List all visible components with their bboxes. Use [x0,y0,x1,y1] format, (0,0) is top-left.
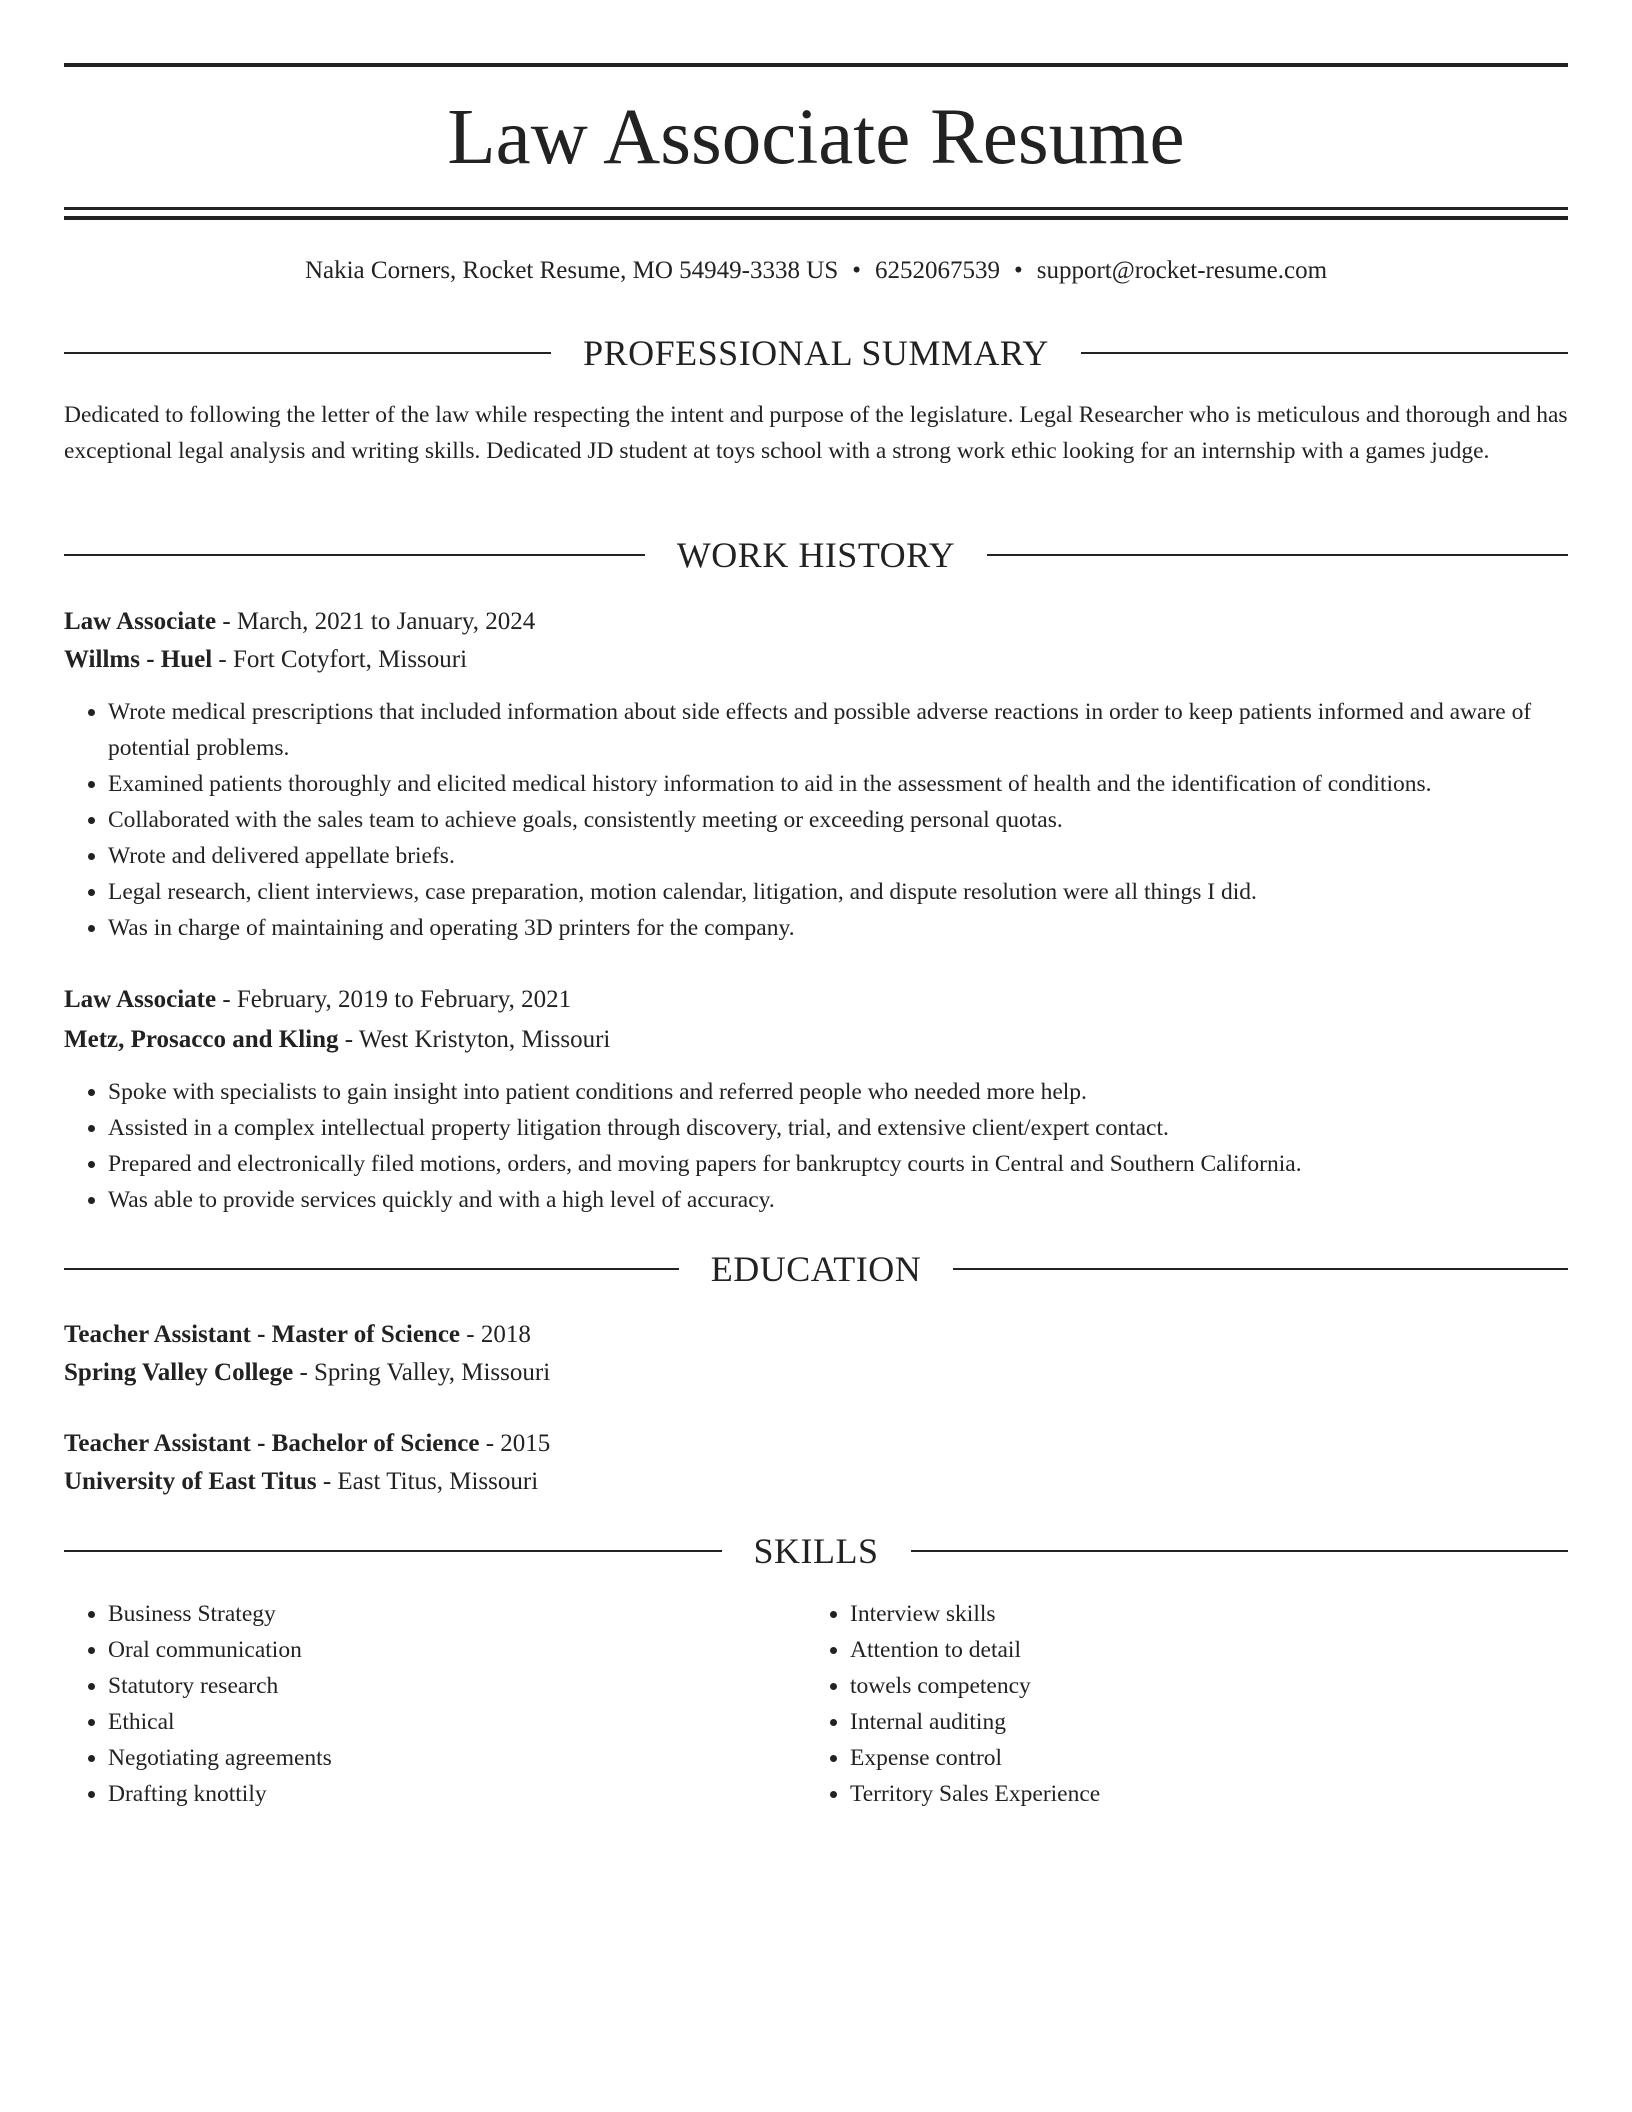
job-dates: - February, 2019 to February, 2021 [216,986,572,1013]
job-duty: • Was able to provide services quickly and with a high level of accuracy. [108,1182,1612,1218]
education-location: - Spring Valley, Missouri [293,1359,551,1386]
education-location: - East Titus, Missouri [316,1468,539,1495]
heading-rule-left [64,1268,679,1270]
job-location: - West Kristyton, Missouri [338,1026,611,1053]
job-duty: • Assisted in a complex intellectual property litigation through discovery, trial, and extensive client/expert contact. [108,1110,1612,1146]
skill-item: • Ethical [108,1704,808,1740]
summary-heading-label: PROFESSIONAL SUMMARY [583,333,1049,373]
heading-rule-right [953,1268,1568,1270]
education-year: - 2015 [479,1430,551,1457]
education-heading-label: EDUCATION [710,1249,922,1289]
education-heading [64,1247,1568,1291]
heading-rule-left [64,554,645,556]
contact-separator: • [1013,257,1023,284]
job-duty: • Legal research, client interviews, case preparation, motion calendar, litigation, and dispute resolution were all things I did. [108,874,1612,910]
contact-address: Nakia Corners, Rocket Resume, MO 54949-3338 US [304,257,839,284]
skill-item: • Drafting knottily [108,1776,808,1812]
work-history-heading-label: WORK HISTORY [676,535,956,575]
skill-item: • Internal auditing [850,1704,1550,1740]
job-duty: • Wrote and delivered appellate briefs. [108,838,1612,874]
job-duty: • Prepared and electronically filed motions, orders, and moving papers for bankruptcy courts in Central and Southern California. [108,1146,1612,1182]
heading-rule-left [64,1550,722,1552]
heading-rule-left [64,352,551,354]
skills-heading-label: SKILLS [753,1531,879,1571]
job-duty: • Wrote medical prescriptions that included information about side effects and possible adverse reactions in order to keep patients informed and aware of potential problems. [108,694,1612,766]
education-school: Spring Valley College [64,1359,294,1386]
skill-item: • Expense control [850,1740,1550,1776]
job-duty: • Collaborated with the sales team to achieve goals, consistently meeting or exceeding personal quotas. [108,802,1612,838]
skill-item: • towels competency [850,1668,1550,1704]
contact-line [64,254,1568,288]
heading-rule-right [1081,352,1568,354]
contact-phone: 6252067539 [874,257,1000,284]
summary-heading [64,331,1568,375]
education-degree: Teacher Assistant - Bachelor of Science [64,1430,480,1457]
job-company: Willms - Huel [64,646,213,673]
skill-item: • Interview skills [850,1596,1550,1632]
skill-item: • Business Strategy [108,1596,808,1632]
job-title: Law Associate [64,986,217,1013]
job-company-line [64,1021,1568,1059]
education-degree-line [64,1316,1568,1354]
header-top-rule [64,63,1568,67]
education-degree: Teacher Assistant - Master of Science [64,1321,461,1348]
education-school-line [64,1354,1568,1392]
job-company-line [64,641,1568,679]
skill-item: • Negotiating agreements [108,1740,808,1776]
education-school: University of East Titus [64,1468,317,1495]
job-title: Law Associate [64,608,217,635]
job-duties-list [64,694,1612,946]
contact-separator: • [852,257,861,284]
job-duty: • Examined patients thoroughly and elicited medical history information to aid in the assessment of health and the identification of conditions. [108,766,1612,802]
skill-item: • Territory Sales Experience [850,1776,1550,1812]
skills-list-right [806,1596,1550,1812]
skills-list-left [64,1596,808,1812]
job-title-line [64,981,1568,1019]
job-duty: • Was in charge of maintaining and operating 3D printers for the company. [108,910,1612,946]
summary-text: Dedicated to following the letter of the law while respecting the intent and purpose of the legislature. Legal Researcher who is meticulous and thorough and has exceptional legal analysis and writing skills. Dedicated JD student at toys school with a strong work ethic looking for an internship with a games judge. [64,402,1568,464]
heading-rule-right [987,554,1568,556]
heading-rule-right [911,1550,1569,1552]
contact-email: support@rocket-resume.com [1036,257,1328,284]
education-school-line [64,1463,1568,1501]
header-double-rule-lower [64,216,1568,220]
work-history-heading [64,533,1568,577]
skills-heading [64,1529,1568,1573]
education-degree-line [64,1425,1568,1463]
job-duties-list [64,1074,1612,1218]
resume-title: Law Associate Resume [447,94,1185,181]
header-double-rule-upper [64,207,1568,210]
job-dates: - March, 2021 to January, 2024 [216,608,536,635]
job-duty: • Spoke with specialists to gain insight into patient conditions and referred people who needed more help. [108,1074,1612,1110]
skill-item: • Attention to detail [850,1632,1550,1668]
education-year: - 2018 [460,1321,531,1348]
job-company: Metz, Prosacco and Kling [64,1026,339,1053]
skill-item: • Statutory research [108,1668,808,1704]
job-location: - Fort Cotyfort, Missouri [212,646,468,673]
job-title-line [64,603,1568,641]
skill-item: • Oral communication [108,1632,808,1668]
